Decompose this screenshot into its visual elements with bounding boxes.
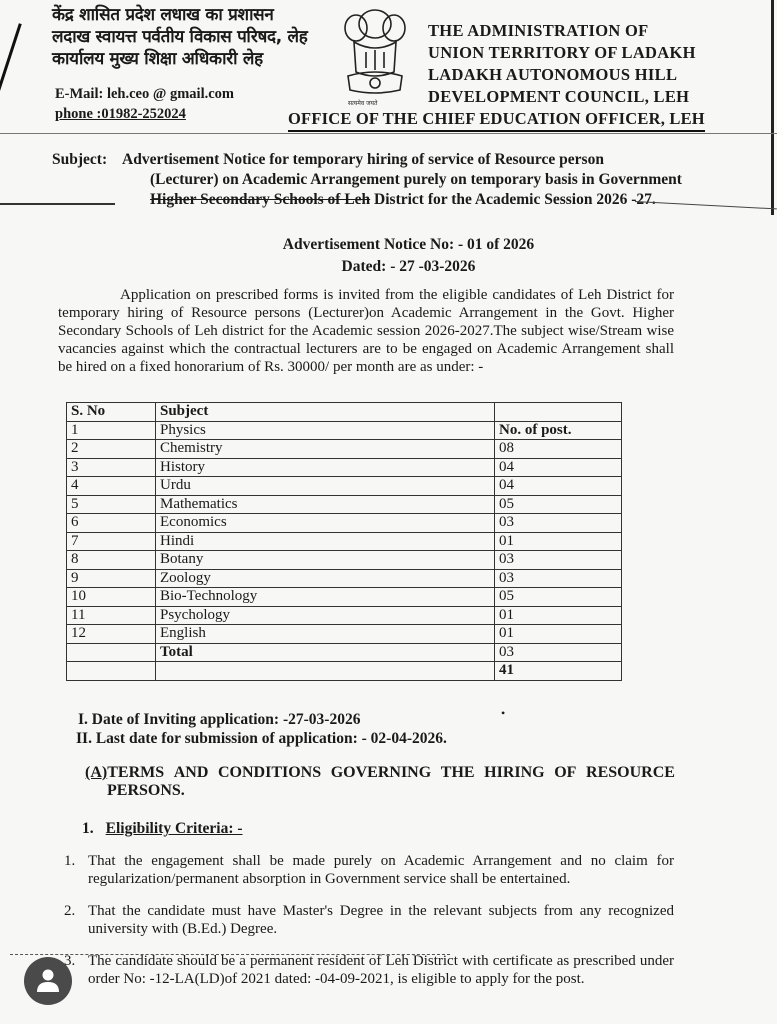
- eligibility-heading: [82, 820, 243, 838]
- page-edge: [771, 0, 774, 215]
- cell-subject: Botany: [156, 551, 495, 570]
- notice-number: Advertisement Notice No: - 01 of 2026: [282, 236, 535, 253]
- table-row: [67, 551, 622, 570]
- cell-sno: 4: [67, 477, 156, 496]
- item-number: 3.: [64, 953, 76, 969]
- letterhead-line: DEVELOPMENT COUNCIL, LEH: [428, 87, 690, 106]
- list-item: [64, 902, 674, 938]
- cell-sno: 6: [67, 514, 156, 533]
- cell-posts: 01: [495, 606, 622, 625]
- last-date: II. Last date for submission of application: - 02-04-2026.: [76, 730, 447, 747]
- table-row: [67, 606, 622, 625]
- eligibility-list: [64, 852, 674, 1002]
- english-letterhead: [428, 20, 696, 108]
- emblem-caption: सत्यमेव जयते: [348, 100, 378, 107]
- item-text: That the engagement shall be made purely on Academic Arrangement and no claim for regularization/permanent absorption in Government service shall be entertained.: [88, 853, 674, 887]
- header-subject: Subject: [156, 403, 495, 422]
- terms-heading-line2: PERSONS.: [107, 782, 185, 799]
- inviting-date: I. Date of Inviting application: -27-03-2026: [78, 711, 361, 728]
- item-number: 1.: [64, 853, 76, 869]
- letterhead-line: UNION TERRITORY OF LADAKH: [428, 43, 696, 62]
- cell-subject: Zoology: [156, 569, 495, 588]
- cell-sno: 10: [67, 588, 156, 607]
- letterhead-line: LADAKH AUTONOMOUS HILL: [428, 65, 678, 84]
- cell-sno: 11: [67, 606, 156, 625]
- eligibility-number: 1.: [82, 820, 94, 837]
- cell-subject: Bio-Technology: [156, 588, 495, 607]
- total-value: 41: [495, 662, 622, 681]
- eligibility-title: Eligibility Criteria: -: [105, 820, 243, 837]
- table-row: [67, 495, 622, 514]
- header-sno: S. No: [67, 403, 156, 422]
- scan-line: [10, 954, 450, 955]
- cell-subject: Psychology: [156, 606, 495, 625]
- cell-subject: Economics: [156, 514, 495, 533]
- table-total-row: [67, 643, 622, 662]
- terms-word: AND: [173, 764, 209, 781]
- stray-mark: •: [501, 706, 506, 720]
- contact-info: [55, 84, 234, 124]
- hindi-line: केंद्र शासित प्रदेश लधाख का प्रशासन: [52, 5, 274, 25]
- cell-sno: 1: [67, 421, 156, 440]
- important-dates: [78, 710, 447, 748]
- notice-date: Dated: - 27 -03-2026: [341, 258, 476, 275]
- office-title: OFFICE OF THE CHIEF EDUCATION OFFICER, LEH: [288, 109, 705, 132]
- hindi-line: लदाख स्वायत्त पर्वतीय विकास परिषद, लेह: [52, 27, 308, 47]
- table-row: [67, 477, 622, 496]
- cell-subject: Mathematics: [156, 495, 495, 514]
- table-row: [67, 569, 622, 588]
- hindi-line: कार्यालय मुख्य शिक्षा अधिकारी लेह: [52, 49, 263, 69]
- terms-word: OF: [554, 764, 577, 781]
- table-row: [67, 421, 622, 440]
- cell-sno: 2: [67, 440, 156, 459]
- letterhead-line: THE ADMINISTRATION OF: [428, 21, 649, 40]
- cell-subject: Physics: [156, 421, 495, 440]
- table-row: [67, 625, 622, 644]
- terms-word: GOVERNING: [330, 764, 432, 781]
- cell-posts: 01: [495, 625, 622, 644]
- subject-label: Subject:: [52, 151, 108, 168]
- vacancy-table: [66, 402, 622, 681]
- table-row: [67, 440, 622, 459]
- struck-text: Higher Secondary Schools of Leh: [150, 191, 371, 208]
- national-emblem-icon: [336, 2, 414, 100]
- cell-posts: 03: [495, 514, 622, 533]
- cell-posts: 03: [495, 551, 622, 570]
- terms-word: THE: [440, 764, 475, 781]
- phone-text: phone :01982-252024: [55, 106, 186, 122]
- scan-artifact: [0, 23, 22, 91]
- cell-posts: 04: [495, 477, 622, 496]
- table-row: [67, 458, 622, 477]
- person-icon: [36, 968, 60, 994]
- table-row: [67, 514, 622, 533]
- cell-posts: 01: [495, 532, 622, 551]
- cell-posts: 03: [495, 569, 622, 588]
- cell-sno: 9: [67, 569, 156, 588]
- notice-number-block: [0, 234, 777, 278]
- list-item: [64, 952, 674, 988]
- subject-line: Advertisement Notice for temporary hiring of service of Resource person: [122, 151, 604, 168]
- cell-subject: Chemistry: [156, 440, 495, 459]
- cell-subject: Hindi: [156, 532, 495, 551]
- cell-sno: 5: [67, 495, 156, 514]
- header-posts: [495, 403, 622, 422]
- item-number: 2.: [64, 903, 76, 919]
- terms-heading: [85, 764, 675, 800]
- cell-sno: 7: [67, 532, 156, 551]
- cell-subject: Urdu: [156, 477, 495, 496]
- list-item: [64, 852, 674, 888]
- email-text: E-Mail: leh.ceo @ gmail.com: [55, 86, 234, 102]
- table-total-value-row: [67, 662, 622, 681]
- total-label: Total: [156, 643, 495, 662]
- cell-posts: 05: [495, 495, 622, 514]
- intro-paragraph: [58, 286, 674, 376]
- terms-word: RESOURCE: [586, 764, 675, 781]
- cell-posts: 04: [495, 458, 622, 477]
- scan-line: [0, 203, 115, 205]
- subject-line: [150, 190, 692, 210]
- intro-text: Application on prescribed forms is invited from the eligible candidates of Leh District for temporary hiring of Resource persons (Lecturer)on Academic Arrangement in the Govt. Higher Secondary Schools of Leh district for the Academic session 2026-2027.The subject wise/Stream wise vacancies against which the contractual lecturers are to be engaged on Academic Arrangement shall be hired on a fixed honorarium of Rs. 30000/ per month are as under: -: [58, 287, 674, 375]
- cell-subject: English: [156, 625, 495, 644]
- subject-line: (Lecturer) on Academic Arrangement purely on temporary basis in Government: [150, 171, 682, 188]
- hindi-letterhead: [52, 4, 307, 70]
- cell-empty: [156, 662, 495, 681]
- item-text: The candidate should be a permanent resident of Leh District with certificate as prescribed under order No: -12-LA(LD)of 2021 dated: -04-09-2021, is eligible to apply for the post.: [88, 953, 674, 987]
- terms-word: (A)TERMS: [85, 764, 165, 781]
- item-text: That the candidate must have Master's Degree in the relevant subjects from any recognized university with (B.Ed.) Degree.: [88, 903, 674, 937]
- profile-avatar-button[interactable]: [24, 957, 72, 1005]
- cell-subject: History: [156, 458, 495, 477]
- subject-line-rest: District for the Academic Session 2026 -27.: [370, 191, 656, 208]
- terms-word: CONDITIONS: [217, 764, 322, 781]
- cell-empty: [67, 662, 156, 681]
- terms-marker: (A): [85, 764, 108, 781]
- cell-posts: No. of post.: [495, 421, 622, 440]
- header-divider: [0, 133, 777, 134]
- terms-word: HIRING: [484, 764, 545, 781]
- table-row: [67, 532, 622, 551]
- cell-posts: 08: [495, 440, 622, 459]
- cell-sno: [67, 643, 156, 662]
- cell-sno: 3: [67, 458, 156, 477]
- subject-block: [52, 150, 692, 210]
- table-header-row: [67, 403, 622, 422]
- cell-sno: 12: [67, 625, 156, 644]
- cell-posts: 05: [495, 588, 622, 607]
- cell-sno: 8: [67, 551, 156, 570]
- table-row: [67, 588, 622, 607]
- cell-posts: 03: [495, 643, 622, 662]
